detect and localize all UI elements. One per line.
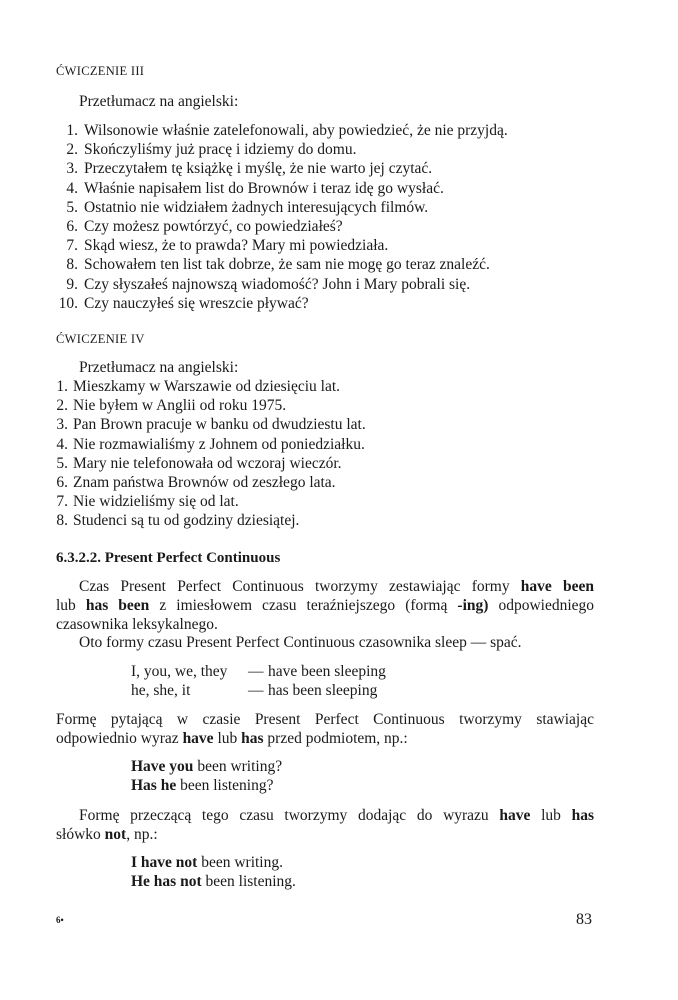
list-item-number: 1. — [66, 122, 78, 139]
list-item-text: Nie rozmawialiśmy z Johnem od poniedziałku. — [73, 435, 365, 453]
list-item-text: Nie widzieliśmy się od lat. — [73, 493, 239, 511]
list-item-text: Skończyliśmy już pracę i idziemy do domu. — [84, 141, 357, 159]
list-item-number: 8. — [56, 512, 68, 530]
list-item-number: 5. — [56, 454, 68, 472]
list-item — [54, 511, 300, 530]
question-example-2: Has he been listening? — [131, 777, 274, 794]
list-item-text: Ostatnio nie widziałem żadnych interesujących filmów. — [84, 198, 429, 216]
list-item-text: Pan Brown pracuje w banku od dwudziestu lat. — [73, 416, 366, 434]
list-item-number: 9. — [66, 275, 78, 293]
list-item-number: 6. — [66, 218, 78, 235]
list-item — [54, 217, 343, 236]
negative-example-2: He has not been listening. — [131, 873, 296, 890]
form-row-2-subject: he, she, it — [131, 682, 191, 699]
list-item-number: 4. — [56, 435, 68, 453]
list-item-text: Schowałem ten list tak dobrze, że sam nie mogę go teraz znaleźć. — [84, 256, 490, 274]
list-item-text: Nie byłem w Anglii od roku 1975. — [73, 397, 287, 415]
negative-example-1: I have not been writing. — [131, 854, 283, 871]
list-item-text: Mieszkamy w Warszawie od dziesięciu lat. — [73, 378, 341, 395]
list-item-number: 1. — [56, 378, 68, 395]
list-item-number: 7. — [66, 237, 78, 255]
list-item-text: Wilsonowie właśnie zatelefonowali, aby powiedzieć, że nie przyjdą. — [84, 122, 508, 139]
list-item — [54, 377, 341, 396]
list-item — [54, 140, 357, 159]
list-item-text: Studenci są tu od godziny dziesiątej. — [73, 512, 300, 530]
paragraph-3-line-1: Formę pytającą w czasie Present Perfect Continuous tworzymy stawiając — [56, 711, 594, 728]
paragraph-2: Oto formy czasu Present Perfect Continuous czasownika sleep — spać. — [79, 634, 522, 651]
list-item-text: Skąd wiesz, że to prawda? Mary mi powiedziała. — [84, 237, 389, 255]
list-item-text: Czy możesz powtórzyć, co powiedziałeś? — [84, 218, 343, 235]
list-item-number: 7. — [56, 493, 68, 511]
form-row-2-dash: — — [248, 682, 264, 699]
paragraph-3-line-2: odpowiednio wyraz have lub has przed podmiotem, np.: — [56, 730, 408, 747]
list-item-text: Czy nauczyłeś się wreszcie pływać? — [84, 294, 309, 312]
list-item-text: Czy słyszałeś najnowszą wiadomość? John i Mary pobrali się. — [84, 275, 471, 293]
form-row-1-subject: I, you, we, they — [131, 663, 228, 680]
question-example-1: Have you been writing? — [131, 758, 283, 775]
paragraph-4-line-2: słówko not, np.: — [56, 826, 158, 843]
signature-mark: 6• — [56, 915, 64, 925]
list-item — [54, 415, 366, 434]
list-item — [54, 275, 471, 294]
list-item-number: 6. — [56, 474, 68, 491]
list-item — [54, 294, 309, 313]
list-item-number: 5. — [66, 198, 78, 216]
page-number: 83 — [576, 911, 592, 928]
list-item-number: 8. — [66, 256, 78, 274]
list-item — [54, 236, 389, 255]
list-item — [54, 492, 239, 511]
form-row-1-form: have been sleeping — [268, 663, 386, 680]
list-item — [54, 454, 342, 473]
list-item-number: 2. — [66, 141, 78, 159]
form-row-2-form: has been sleeping — [268, 682, 378, 699]
list-item-text: Mary nie telefonowała od wczoraj wieczór. — [73, 454, 342, 472]
list-item-number: 10. — [58, 294, 78, 312]
list-item-number: 4. — [66, 179, 78, 197]
exercise-3-intro: Przetłumacz na angielski: — [79, 93, 239, 110]
section-heading: 6.3.2.2. Present Perfect Continuous — [56, 550, 281, 566]
list-item-number: 3. — [56, 416, 68, 434]
exercise-4-intro: Przetłumacz na angielski: — [79, 359, 239, 376]
form-row-1-dash: — — [248, 663, 264, 680]
list-item — [54, 179, 444, 198]
list-item — [54, 121, 508, 140]
list-item-text: Przeczytałem tę książkę i myślę, że nie warto jej czytać. — [84, 160, 433, 178]
paragraph-1-line-3: czasownika leksykalnego. — [56, 616, 218, 633]
paragraph-1-line-2: lub has been z imiesłowem czasu teraźniejszego (formą -ing) odpowiedniego — [56, 597, 595, 614]
list-item-text: Znam państwa Brownów od zeszłego lata. — [73, 474, 336, 491]
list-item — [54, 255, 490, 274]
list-item — [54, 396, 287, 415]
list-item — [54, 159, 433, 178]
exercise-3-title: ĆWICZENIE III — [56, 64, 145, 78]
exercise-4-title: ĆWICZENIE IV — [56, 332, 145, 346]
paragraph-1-line-1: Czas Present Perfect Continuous tworzymy zestawiając formy have been — [79, 578, 595, 595]
list-item — [54, 198, 429, 217]
paragraph-4-line-1: Formę przeczącą tego czasu tworzymy dodając do wyrazu have lub has — [79, 807, 595, 824]
list-item — [54, 473, 336, 492]
list-item-text: Właśnie napisałem list do Brownów i teraz idę go wysłać. — [84, 179, 444, 197]
list-item-number: 2. — [56, 397, 68, 415]
list-item-number: 3. — [66, 160, 78, 178]
list-item — [54, 435, 365, 454]
